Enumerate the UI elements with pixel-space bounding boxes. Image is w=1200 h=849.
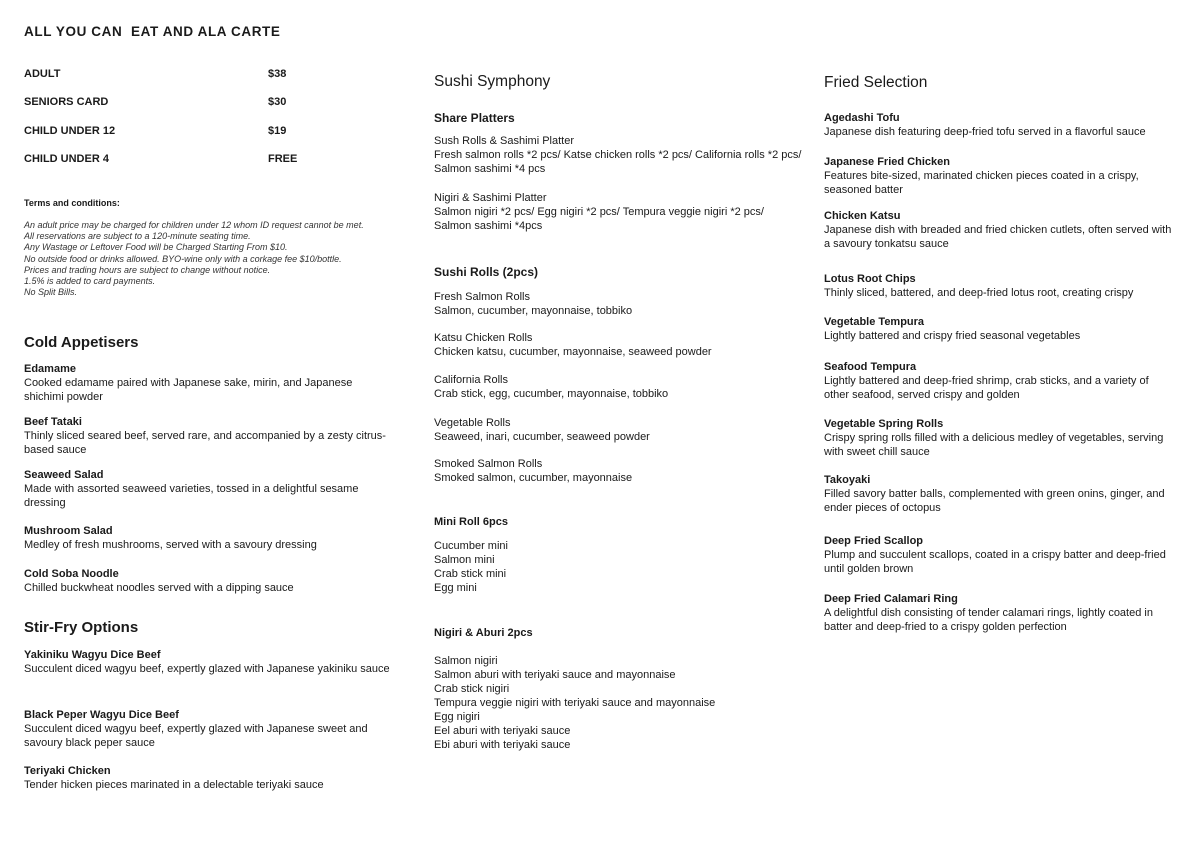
section-title-fried: Fried Selection (824, 74, 928, 91)
menu-item (24, 648, 394, 676)
menu-item (824, 592, 1174, 634)
item-desc: Medley of fresh mushrooms, served with a savoury dressing (24, 539, 317, 551)
item-name: Vegetable Rolls (434, 417, 511, 429)
item-name: Deep Fried Scallop (824, 535, 924, 547)
menu-item (824, 155, 1174, 197)
item-name: Edamame (24, 363, 76, 375)
item-desc: A delightful dish consisting of tender calamari rings, lightly coated in batter and deep-fried to a crispy golden perfection (824, 607, 1153, 633)
menu-item (434, 373, 804, 401)
terms-title: Terms and conditions: (24, 198, 120, 208)
terms-line: Prices and trading hours are subject to change without notice. (24, 264, 271, 275)
menu-item (24, 524, 394, 552)
subsection-title-mini-roll: Mini Roll 6pcs (434, 516, 508, 528)
price-value: FREE (268, 153, 298, 165)
item-desc: Filled savory batter balls, complemented with green onins, ginger, and ender pieces of octopus (824, 488, 1165, 514)
price-label: SENIORS CARD (24, 96, 109, 108)
item-desc: Smoked salmon, cucumber, mayonnaise (434, 472, 633, 484)
item-desc: Lightly battered and crispy fried seasonal vegetables (824, 330, 1081, 342)
item-name: Vegetable Tempura (824, 316, 925, 328)
terms-line: Any Wastage or Leftover Food will be Charged Starting From $10. (24, 242, 288, 253)
item-desc: Crispy spring rolls filled with a delicious medley of vegetables, serving with sweet chill sauce (824, 432, 1164, 458)
list-item: Crab stick nigiri (434, 683, 510, 695)
terms-line: 1.5% is added to card payments. (24, 276, 156, 287)
item-name: Takoyaki (824, 474, 871, 486)
price-row-adult (24, 68, 344, 80)
item-name: Chicken Katsu (824, 210, 901, 222)
list-item: Cucumber mini (434, 540, 508, 552)
item-desc: Chicken katsu, cucumber, mayonnaise, seaweed powder (434, 346, 712, 358)
menu-item (24, 567, 394, 595)
item-desc: Lightly battered and deep-fried shrimp, crab sticks, and a variety of other seafood, served crispy and golden (824, 375, 1149, 401)
section-title-sushi: Sushi Symphony (434, 73, 551, 90)
menu-item (434, 191, 804, 233)
item-desc: Crab stick, egg, cucumber, mayonnaise, tobbiko (434, 388, 669, 400)
price-row-seniors (24, 96, 344, 108)
item-name: Vegetable Spring Rolls (824, 418, 944, 430)
item-name: Agedashi Tofu (824, 112, 900, 124)
list-item: Salmon aburi with teriyaki sauce and mayonnaise (434, 669, 676, 681)
menu-item (824, 315, 1174, 343)
menu-item (824, 111, 1174, 139)
menu-item (24, 764, 394, 792)
item-desc: Salmon, cucumber, mayonnaise, tobbiko (434, 305, 633, 317)
item-name: Japanese Fried Chicken (824, 156, 950, 168)
subsection-title-share-platters: Share Platters (434, 111, 515, 125)
item-desc: Seaweed, inari, cucumber, seaweed powder (434, 431, 650, 443)
item-name: Yakiniku Wagyu Dice Beef (24, 649, 161, 661)
menu-item (434, 457, 804, 485)
item-desc: Salmon nigiri *2 pcs/ Egg nigiri *2 pcs/ Tempura veggie nigiri *2 pcs/ Salmon sashimi *4pcs (434, 206, 764, 232)
item-name: Black Peper Wagyu Dice Beef (24, 709, 179, 721)
item-name: Deep Fried Calamari Ring (824, 593, 958, 605)
menu-item (824, 209, 1174, 251)
list-item: Salmon mini (434, 554, 495, 566)
item-name: Lotus Root Chips (824, 273, 916, 285)
section-title-cold-appetisers: Cold Appetisers (24, 334, 139, 351)
menu-title: ALL YOU CAN EAT AND ALA CARTE (24, 24, 281, 39)
menu-item (434, 331, 804, 359)
item-desc: Plump and succulent scallops, coated in a crispy batter and deep-fried until golden brown (824, 549, 1166, 575)
item-name: Fresh Salmon Rolls (434, 291, 530, 303)
item-desc: Features bite-sized, marinated chicken pieces coated in a crispy, seasoned batter (824, 170, 1139, 196)
menu-item (824, 272, 1174, 300)
price-row-child-12 (24, 125, 344, 137)
terms-list (24, 220, 364, 298)
menu-item (24, 415, 394, 457)
item-name: Teriyaki Chicken (24, 765, 111, 777)
list-item: Eel aburi with teriyaki sauce (434, 725, 571, 737)
item-name: Nigiri & Sashimi Platter (434, 192, 547, 204)
item-desc: Chilled buckwheat noodles served with a dipping sauce (24, 582, 294, 594)
menu-item (24, 362, 394, 404)
item-desc: Succulent diced wagyu beef, expertly glazed with Japanese yakiniku sauce (24, 663, 390, 675)
item-name: Beef Tataki (24, 416, 82, 428)
item-name: Cold Soba Noodle (24, 568, 119, 580)
price-row-child-4 (24, 153, 344, 165)
menu-item (24, 468, 394, 510)
item-name: Seaweed Salad (24, 469, 104, 481)
terms-line: No outside food or drinks allowed. BYO-wine only with a corkage fee $10/bottle. (24, 253, 342, 264)
item-name: Smoked Salmon Rolls (434, 458, 543, 470)
item-desc: Thinly sliced seared beef, served rare, and accompanied by a zesty citrus-based sauce (24, 430, 386, 456)
list-item: Egg nigiri (434, 711, 480, 723)
price-value: $38 (268, 68, 287, 80)
terms-line: All reservations are subject to a 120-minute seating time. (24, 231, 251, 242)
subsection-title-sushi-rolls: Sushi Rolls (2pcs) (434, 265, 539, 279)
item-name: Seafood Tempura (824, 361, 917, 373)
subsection-title-nigiri: Nigiri & Aburi 2pcs (434, 627, 533, 639)
menu-item (824, 534, 1174, 576)
list-item: Crab stick mini (434, 568, 507, 580)
item-name: Katsu Chicken Rolls (434, 332, 533, 344)
list-item: Tempura veggie nigiri with teriyaki sauce and mayonnaise (434, 697, 716, 709)
item-desc: Cooked edamame paired with Japanese sake, mirin, and Japanese shichimi powder (24, 377, 353, 403)
item-name: California Rolls (434, 374, 508, 386)
menu-item (434, 134, 804, 176)
list-item: Salmon nigiri (434, 655, 498, 667)
item-name: Mushroom Salad (24, 525, 113, 537)
item-desc: Made with assorted seaweed varieties, tossed in a delightful sesame dressing (24, 483, 359, 509)
item-desc: Japanese dish featuring deep-fried tofu served in a flavorful sauce (824, 126, 1146, 138)
item-desc: Tender hicken pieces marinated in a delectable teriyaki sauce (24, 779, 324, 791)
price-label: CHILD UNDER 4 (24, 153, 109, 165)
menu-item (824, 360, 1174, 402)
item-desc: Japanese dish with breaded and fried chicken cutlets, often served with a savoury tonkatsu sauce (824, 224, 1172, 250)
terms-line: No Split Bills. (24, 287, 78, 298)
list-item: Ebi aburi with teriyaki sauce (434, 739, 571, 751)
price-label: ADULT (24, 68, 61, 80)
menu-item (24, 708, 394, 750)
list-item: Egg mini (434, 582, 477, 594)
item-desc: Succulent diced wagyu beef, expertly glazed with Japanese sweet and savoury black peper sauce (24, 723, 368, 749)
menu-item (824, 417, 1174, 459)
item-desc: Fresh salmon rolls *2 pcs/ Katse chicken rolls *2 pcs/ California rolls *2 pcs/ Salmon sashimi *4 pcs (434, 149, 802, 175)
terms-line: An adult price may be charged for children under 12 whom ID request cannot be met. (24, 220, 364, 230)
price-label: CHILD UNDER 12 (24, 125, 116, 137)
menu-item (434, 416, 804, 444)
price-value: $30 (268, 96, 287, 108)
item-desc: Thinly sliced, battered, and deep-fried lotus root, creating crispy (824, 287, 1134, 299)
menu-item (824, 473, 1174, 515)
price-value: $19 (268, 125, 287, 137)
item-name: Sush Rolls & Sashimi Platter (434, 135, 574, 147)
menu-item (434, 290, 804, 318)
section-title-stir-fry: Stir-Fry Options (24, 619, 139, 636)
